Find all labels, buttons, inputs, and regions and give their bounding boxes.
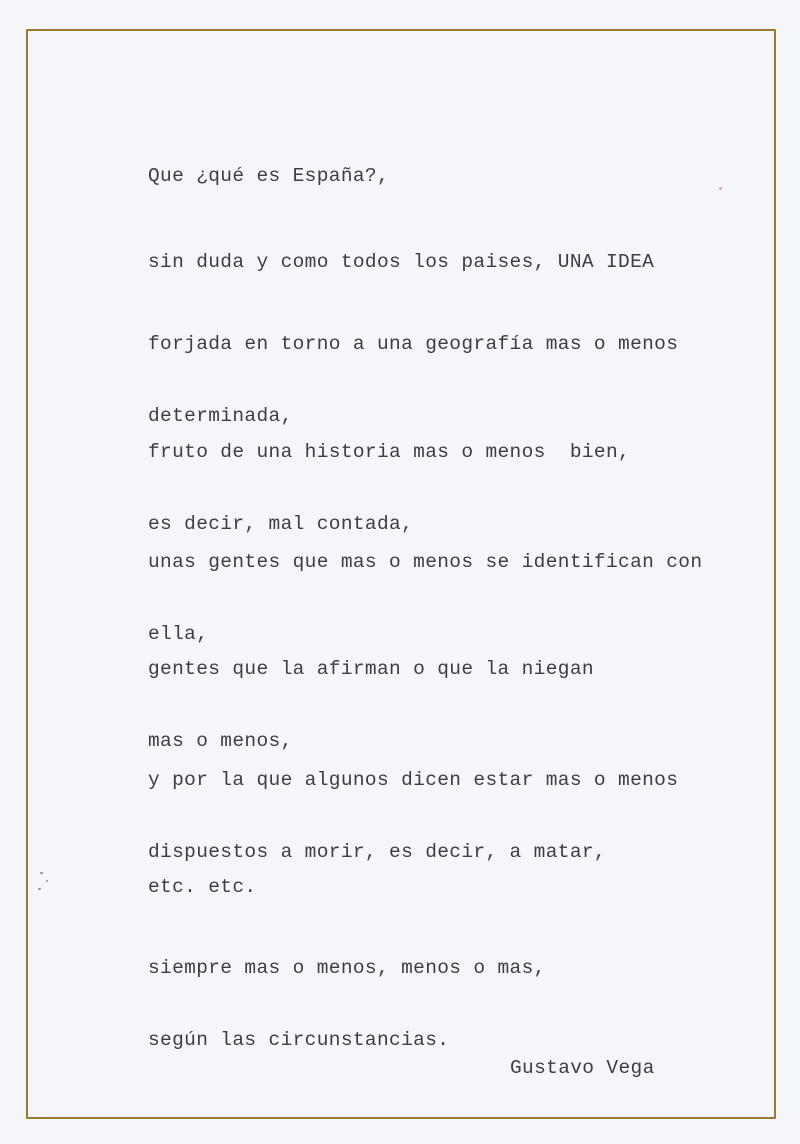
poem-line: determinada, bbox=[148, 405, 293, 427]
poem-line: forjada en torno a una geografía mas o menos bbox=[148, 333, 679, 355]
poem-line: sin duda y como todos los paises, UNA IDEA bbox=[148, 251, 655, 273]
poem-line: unas gentes que mas o menos se identifican con bbox=[148, 551, 703, 573]
paper-speck bbox=[38, 888, 41, 890]
poem-line: según las circunstancias. bbox=[148, 1029, 450, 1051]
paper-speck bbox=[40, 872, 43, 874]
author-signature: Gustavo Vega bbox=[510, 1057, 655, 1079]
poem-line: etc. etc. bbox=[148, 876, 257, 898]
poem-line: fruto de una historia mas o menos bien, bbox=[148, 441, 631, 463]
poem-line: ella, bbox=[148, 623, 209, 645]
poem-line: Que ¿qué es España?, bbox=[148, 165, 390, 187]
poem-line: y por la que algunos dicen estar mas o menos bbox=[148, 769, 679, 791]
poem-line: siempre mas o menos, menos o mas, bbox=[148, 957, 546, 979]
poem-line: es decir, mal contada, bbox=[148, 513, 414, 535]
paper-speck bbox=[719, 187, 722, 190]
poem-line: mas o menos, bbox=[148, 730, 293, 752]
stanza-9 bbox=[148, 908, 546, 1100]
poem-line: dispuestos a morir, es decir, a matar, bbox=[148, 841, 606, 863]
paper-speck bbox=[46, 880, 48, 882]
poem-line: gentes que la afirman o que la niegan bbox=[148, 658, 594, 680]
